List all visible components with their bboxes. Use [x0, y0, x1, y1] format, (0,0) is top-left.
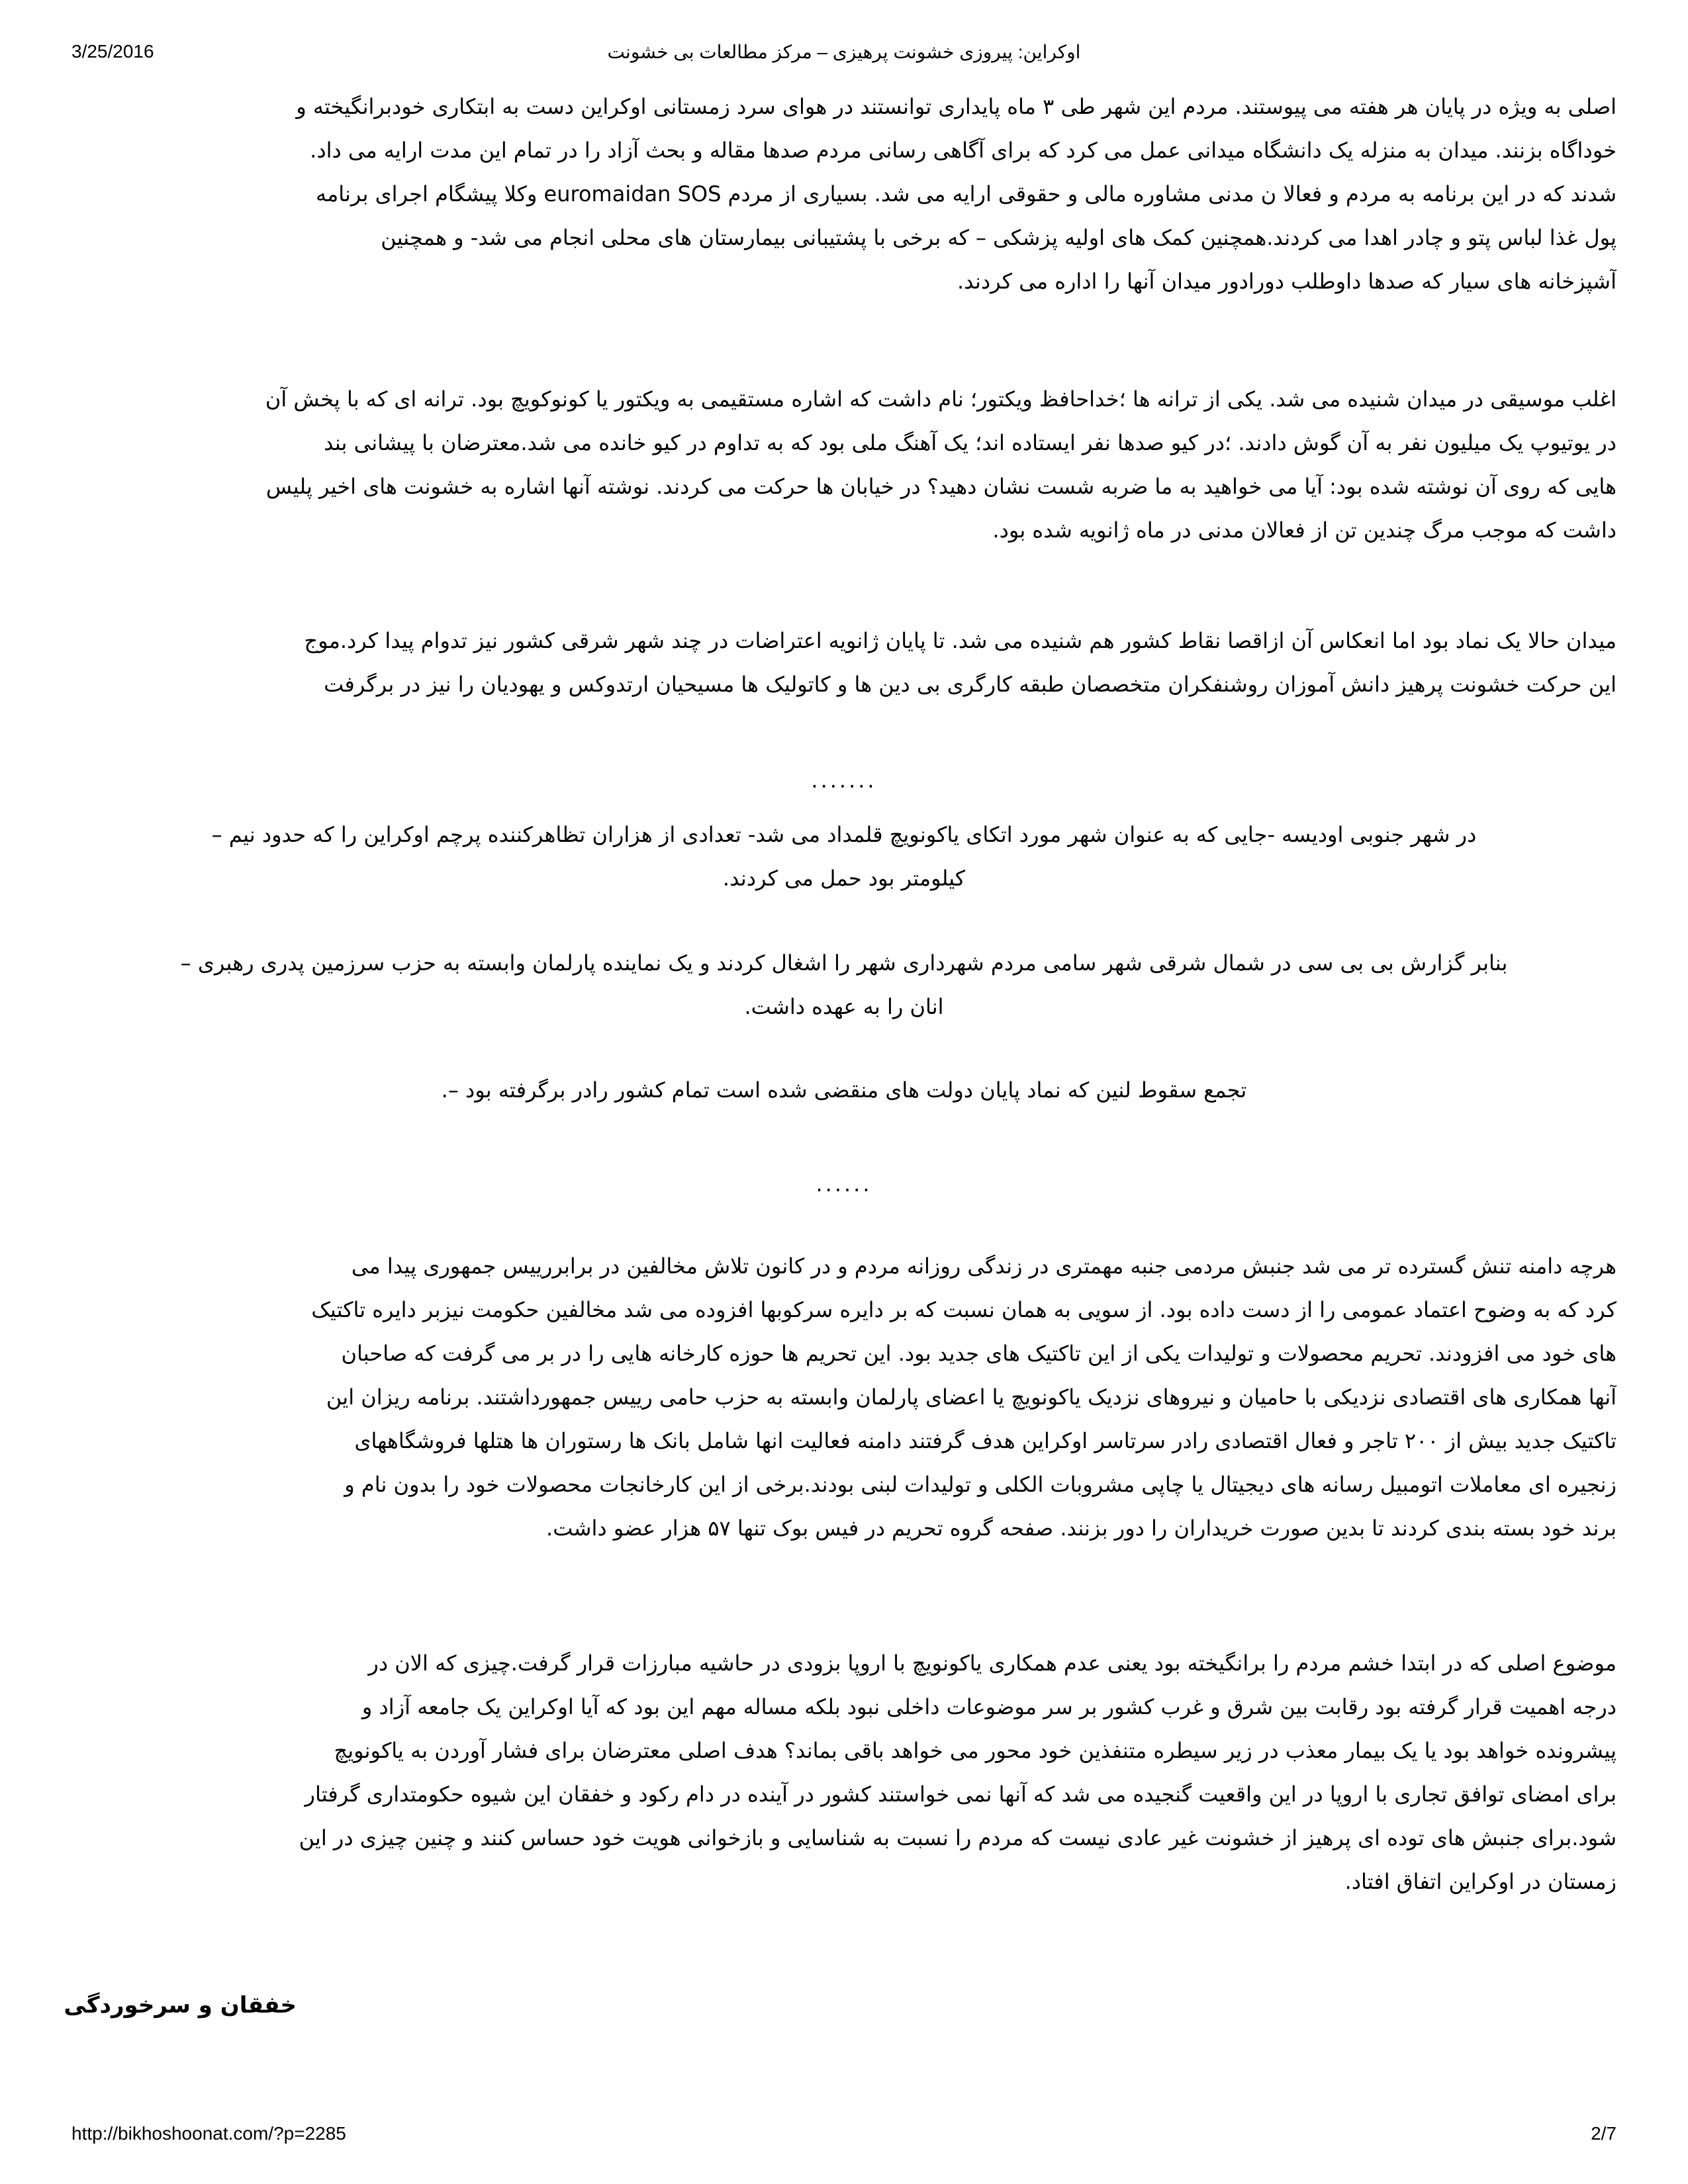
separator: .......	[811, 768, 877, 793]
footer-url[interactable]: http://bikhoshoonat.com/?p=2285	[71, 2123, 346, 2144]
centered-paragraph-2	[71, 941, 1617, 1028]
paragraph-5	[71, 1641, 1617, 1903]
text-line: اغلب موسیقی در میدان شنیده می شد. یکی از ترانه ها ؛خداحافظ ویکتور؛ نام داشت که اشاره مستقیمی به ویکتور یا کونوکویچ بود. ترانه ای که با پخش آن	[265, 387, 1617, 412]
paragraph-1	[71, 85, 1617, 303]
text-line: هایی که روی آن نوشته شده بود: آیا می خواهید به ما ضربه شست نشان دهید؟ در خیابان ها حرکت می کردند. نوشته آنها اشاره به خشونت های اخیر پلیس	[265, 474, 1617, 499]
text-line: انان را به عهده داشت.	[744, 994, 944, 1019]
text-line: هرچه دامنه تنش گسترده تر می شد جنبش مردمی جنبه مهمتری در زندگی روزانه مردم و در کانون تلاش مخالفین در برابررییس جمهوری پیدا می	[351, 1253, 1617, 1279]
header-date: 3/25/2016	[71, 41, 154, 62]
text-line: کرد که به وضوح اعتماد عمومی را از دست داده بود. از سویی به همان نسبت که بر دایره سرکوبها افزوده می شد مخالفین حکومت نیزبر دایره تاکتیک	[311, 1297, 1617, 1322]
centered-paragraph-3	[71, 1068, 1617, 1112]
header-title: اوکراین: پیروزی خشونت پرهیزی – مرکز مطالعات بی خشونت	[607, 42, 1081, 62]
text-line: موضوع اصلی که در ابتدا خشم مردم را برانگیخته بود یعنی عدم همکاری یاکونویچ با اروپا بزودی در حاشیه مبارزات قرار گرفت.چیزی که الان در	[368, 1651, 1617, 1676]
text-line: اصلی به ویژه در پایان هر هفته می پیوستند. مردم این شهر طی ۳ ماه پایداری توانستند در هوای سرد زمستانی اوکراین دست به ابتکاری خودبرانگیخته و	[296, 94, 1617, 119]
centered-paragraph-1	[71, 813, 1617, 900]
text-line: میدان حالا یک نماد بود اما انعکاس آن ازاقصا نقاط کشور هم شنیده می شد. تا پایان ژانویه اعتراضات در چند شهر شرقی کشور نیز تدوام پیدا کرد.موج	[304, 628, 1617, 653]
paragraph-2	[71, 377, 1617, 552]
text-line: شود.برای جنبش های توده ای پرهیز از خشونت غیر عادی نیست که مردم را نسبت به شناسایی و بازخوانی هویت خود حساس کنند و چنین چیزی در این	[299, 1825, 1617, 1850]
text-line: آشپزخانه های سیار که صدها داوطلب دورادور میدان آنها را اداره می کردند.	[957, 269, 1617, 294]
text-line: پیشرونده خواهد بود یا یک بیمار معذب در زیر سیطره متنفذین خود محور می خواهد باقی بماند؟ هدف اصلی معترضان برای فشار آوردن به یاکونویچ	[334, 1738, 1617, 1763]
text-line: داشت که موجب مرگ چندین تن از فعالان مدنی در ماه ژانویه شده بود.	[992, 518, 1617, 543]
text-line: برای امضای توافق تجاری با اروپا در این واقعیت گنجیده می شد که آنها نمی خواستند کشور در آینده در دام رکود و خفقان این شیوه حکومتداری گرفتار	[305, 1782, 1617, 1807]
section-heading: خفقان و سرخوردگی	[64, 1992, 297, 2019]
text-line: در شهر جنوبی اودیسه -جایی که به عنوان شهر مورد اتکای یاکونویچ قلمداد می شد- تعدادی از هزاران تظاهرکننده پرچم اوکراین را که حدود نیم –	[211, 822, 1477, 847]
text-line: تاکتیک جدید بیش از ۲۰۰ تاجر و فعال اقتصادی رادر سرتاسر اوکراین هدف گرفتند دامنه فعالیت انها شامل بانک ها رستوران ها هتلها فروشگاههای	[354, 1428, 1617, 1453]
text-line: بنابر گزارش بی بی سی در شمال شرقی شهر سامی مردم شهرداری شهر را اشغال کردند و یک نماینده پارلمان وابسته به حزب سرزمین پدری رهبری –	[180, 950, 1508, 976]
text-line: برند خود بسته بندی کردند تا بدین صورت خریداران را دور بزنند. صفحه گروه تحریم در فیس بوک تنها ۵۷ هزار عضو داشت.	[546, 1516, 1617, 1541]
text-line: درجه اهمیت قرار گرفته بود رقابت بین شرق و غرب کشور بر سر موضوعات داخلی نبود بلکه مساله مهم این بود که آیا اوکراین یک جامعه آزاد و	[361, 1694, 1617, 1719]
text-line: خوداگاه بزنند. میدان به منزله یک دانشگاه میدانی عمل می کرد که برای آگاهی رسانی مردم صدها مقاله و بحث آزاد را در تمام این مدت ارایه می داد.	[310, 138, 1617, 163]
text-line: آنها همکاری های اقتصادی نزدیکی با حامیان و نیروهای نزدیک یاکونویچ یا اعضای پارلمان وابسته به حزب حامی رییس جمهورداشتند. برنامه ریزان این	[326, 1385, 1617, 1410]
text-line: تجمع سقوط لنین که نماد پایان دولت های منقضی شده است تمام کشور رادر برگرفته بود –.	[441, 1077, 1247, 1103]
text-line: شدند که در این برنامه به مردم و فعالا ن مدنی مشاوره مالی و حقوقی ارایه می شد. بسیاری از مردم euromaidan SOS وکلا پیشگام اجرای برنامه	[315, 181, 1617, 206]
text-line: زنجیره ای معاملات اتومبیل رسانه های دیجیتال یا چاپی مشروبات الکلی و تولیدات لبنی بودند.برخی از این کارخانجات محصولات خود را بدون نام و	[344, 1472, 1617, 1497]
text-line: کیلومتر بود حمل می کردند.	[722, 866, 966, 891]
paragraph-4	[71, 1244, 1617, 1550]
text-line: این حرکت خشونت پرهیز دانش آموزان روشنفکران متخصصان طبقه کارگری بی دین ها و کاتولیک ها مسیحیان ارتدوکس و یهودیان را نیز در برگرفت	[324, 672, 1617, 697]
page-number: 2/7	[1591, 2123, 1617, 2144]
text-line: های خود می افزودند. تحریم محصولات و تولیدات یکی از این تاکتیک های جدید بود. این تحریم ها حوزه کارخانه هایی را در بر می گرفت که صاحبان	[341, 1341, 1617, 1366]
separator: ......	[816, 1171, 872, 1197]
text-line: پول غذا لباس پتو و چادر اهدا می کردند.همچنین کمک های اولیه پزشکی – که برخی با پشتیبانی بیمارستان های محلی انجام می شد- و همچنین	[381, 225, 1617, 250]
text-line: در یوتیوپ یک میلیون نفر به آن گوش دادند. ؛در کیو صدها نفر ایستاده اند؛ یک آهنگ ملی بود که به تداوم در کیو خانده می شد.معترضان با پیشانی بند	[324, 430, 1617, 455]
text-line: زمستان در اوکراین اتفاق افتاد.	[1344, 1869, 1617, 1894]
paragraph-3	[71, 619, 1617, 706]
